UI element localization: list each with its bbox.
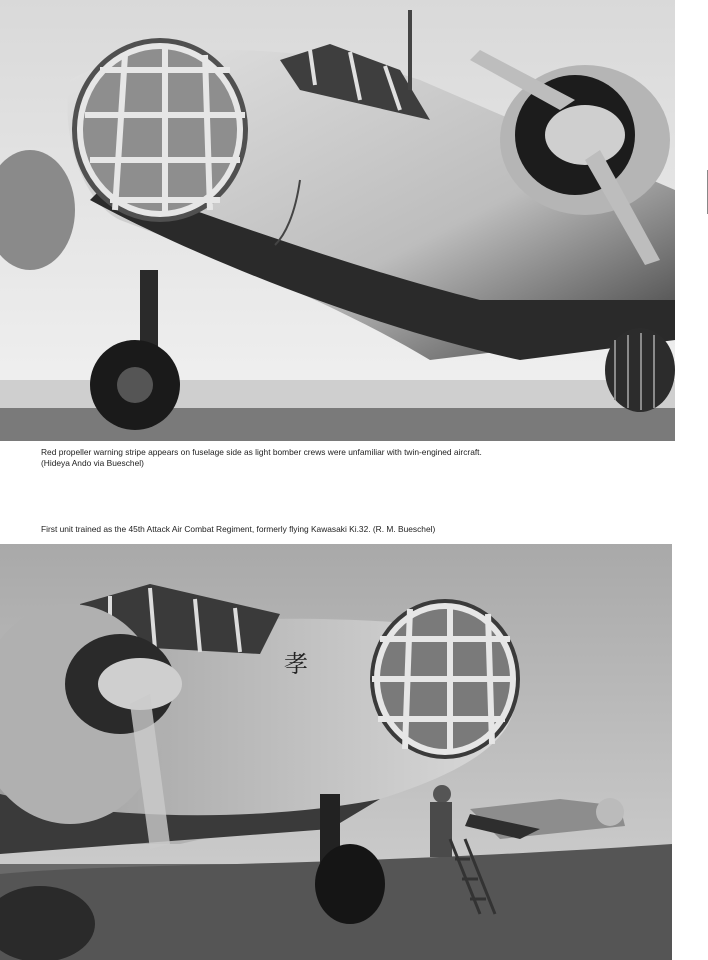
bottom-photo-caption: First unit trained as the 45th Attack Air Combat Regiment, formerly flying Kawasaki Ki.32. (R. M. Bueschel) — [41, 524, 436, 534]
top-photo-caption — [41, 447, 661, 469]
top-photo — [0, 0, 675, 441]
bomber-lineup-photo-image — [0, 544, 672, 960]
page-edge-mark — [704, 170, 708, 214]
bomber-nose-photo-image — [0, 0, 675, 441]
fuselage-kanji: 孝 — [284, 650, 308, 678]
top-caption-credit: (Hideya Ando via Bueschel) — [41, 458, 144, 468]
top-caption-line1: Red propeller warning stripe appears on fuselage side as light bomber crews were unfamiliar with twin-engined aircraft. — [41, 447, 482, 457]
bottom-photo — [0, 544, 672, 960]
